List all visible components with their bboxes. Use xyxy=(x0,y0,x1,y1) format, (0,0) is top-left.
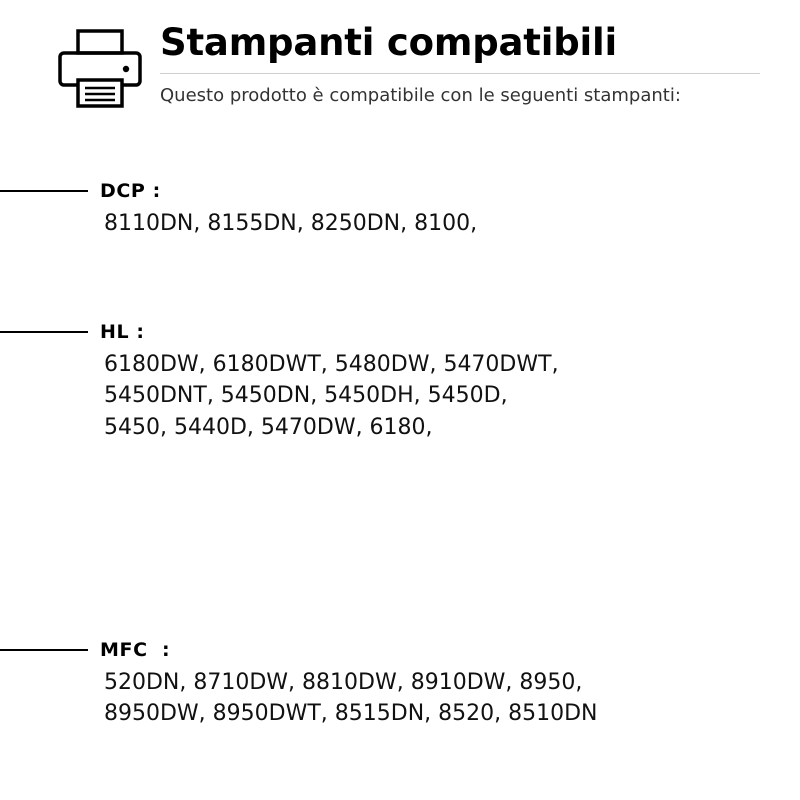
printer-group-dcp xyxy=(0,180,800,239)
group-models-hl xyxy=(104,349,744,443)
group-label-dcp: DCP : xyxy=(100,180,161,202)
group-models-dcp xyxy=(104,208,744,239)
model-line: 8110DN, 8155DN, 8250DN, 8100, xyxy=(104,211,478,236)
group-rule-hl xyxy=(0,331,88,333)
model-line: 520DN, 8710DW, 8810DW, 8910DW, 8950, xyxy=(104,669,583,695)
page-subtitle: Questo prodotto è compatibile con le seguenti stampanti: xyxy=(160,84,681,106)
printer-group-hl xyxy=(0,321,800,443)
header-divider xyxy=(160,73,760,74)
group-header-dcp xyxy=(0,180,800,202)
group-rule-dcp xyxy=(0,190,88,192)
model-line: 8950DW, 8950DWT, 8515DN, 8520, 8510DN xyxy=(104,701,598,727)
printer-icon xyxy=(48,28,152,110)
model-line: 6180DW, 6180DWT, 5480DW, 5470DWT, xyxy=(104,352,559,378)
page-header xyxy=(0,0,800,110)
group-label-mfc: MFC : xyxy=(100,638,171,661)
group-label-hl: HL : xyxy=(100,321,145,344)
page-title: Stampanti compatibili xyxy=(160,21,617,64)
printer-groups xyxy=(0,180,800,729)
group-header-mfc xyxy=(0,639,800,661)
group-models-mfc xyxy=(104,667,744,729)
printer-group-mfc xyxy=(0,639,800,729)
group-rule-mfc xyxy=(0,649,88,651)
group-header-hl xyxy=(0,321,800,343)
header-text-block xyxy=(152,22,760,107)
model-line: 5450DNT, 5450DN, 5450DH, 5450D, xyxy=(104,383,508,409)
model-line: 5450, 5440D, 5470DW, 6180, xyxy=(104,414,433,440)
